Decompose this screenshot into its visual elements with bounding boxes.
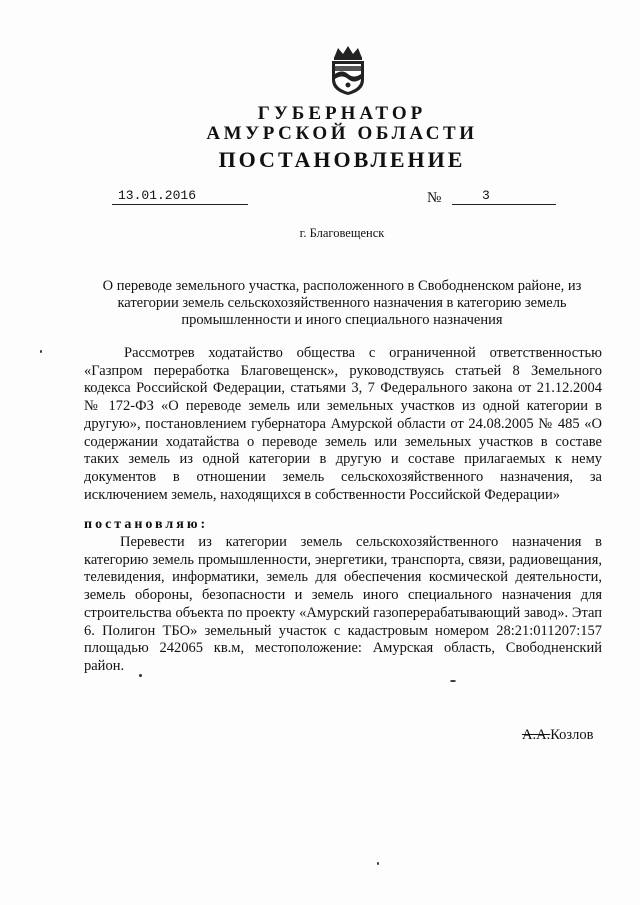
city-label: г. Благовещенск xyxy=(299,226,385,240)
document-date: 13.01.2016 xyxy=(112,188,248,205)
decision-paragraph: Перевести из категории земель сельскохозяйственного назначения в категорию земель промышленности, энергетики, транспорта, связи, радиовещания, телевидения, информатики, земель для обеспечения космической деятельности, земель обороны, безопасности и земель иного специального назначения для строительства объекта по проекту «Амурский газоперерабатывающий завод». Этап 6. Полигон ТБО» земельный участок с кадастровым номером 28:21:011207:157 площадью 242065 кв.м, местоположение: Амурская область, Свободненский район. xyxy=(84,534,602,674)
scan-speck xyxy=(40,350,42,353)
document-subject: О переводе земельного участка, расположенного в Свободненском районе, из категории земель сельскохозяйственного назначения в категорию земель промышленности и иного специального назначения xyxy=(102,278,582,328)
preamble-paragraph: Рассмотрев ходатайство общества с ограниченной ответственностью «Газпром переработка Благовещенск», руководствуясь статьей 8 Земельного кодекса Российской Федерации, статьями 3, 7 Федерального закона от 21.12.2004 № 172-ФЗ «О переводе земель или земельных участков из одной категории в другую», постановлением губернатора Амурской области от 24.08.2005 № 485 «О содержании ходатайства о переводе земель или земельных участков в составе таких земель из одной категории в другую и составе прилагаемых к нему документов в отношении земель сельскохозяйственного назначения, за исключением земель, находящихся в собственности Российской Федерации» xyxy=(84,345,602,503)
amur-oblast-coat-of-arms-icon xyxy=(324,44,372,96)
scan-speck xyxy=(139,674,142,677)
signature-initials: А.А. xyxy=(522,727,551,743)
signature xyxy=(522,727,593,744)
scan-speck xyxy=(377,862,379,865)
scan-speck xyxy=(450,680,456,682)
header-title-line2: АМУРСКОЙ ОБЛАСТИ xyxy=(206,123,478,144)
document-number: 3 xyxy=(452,188,556,205)
number-sign: № xyxy=(427,190,442,206)
document-type: ПОСТАНОВЛЕНИЕ xyxy=(218,147,466,172)
decree-word: постановляю: xyxy=(84,517,209,532)
signature-surname: Козлов xyxy=(550,727,594,743)
header-title-line1: ГУБЕРНАТОР xyxy=(257,103,427,124)
